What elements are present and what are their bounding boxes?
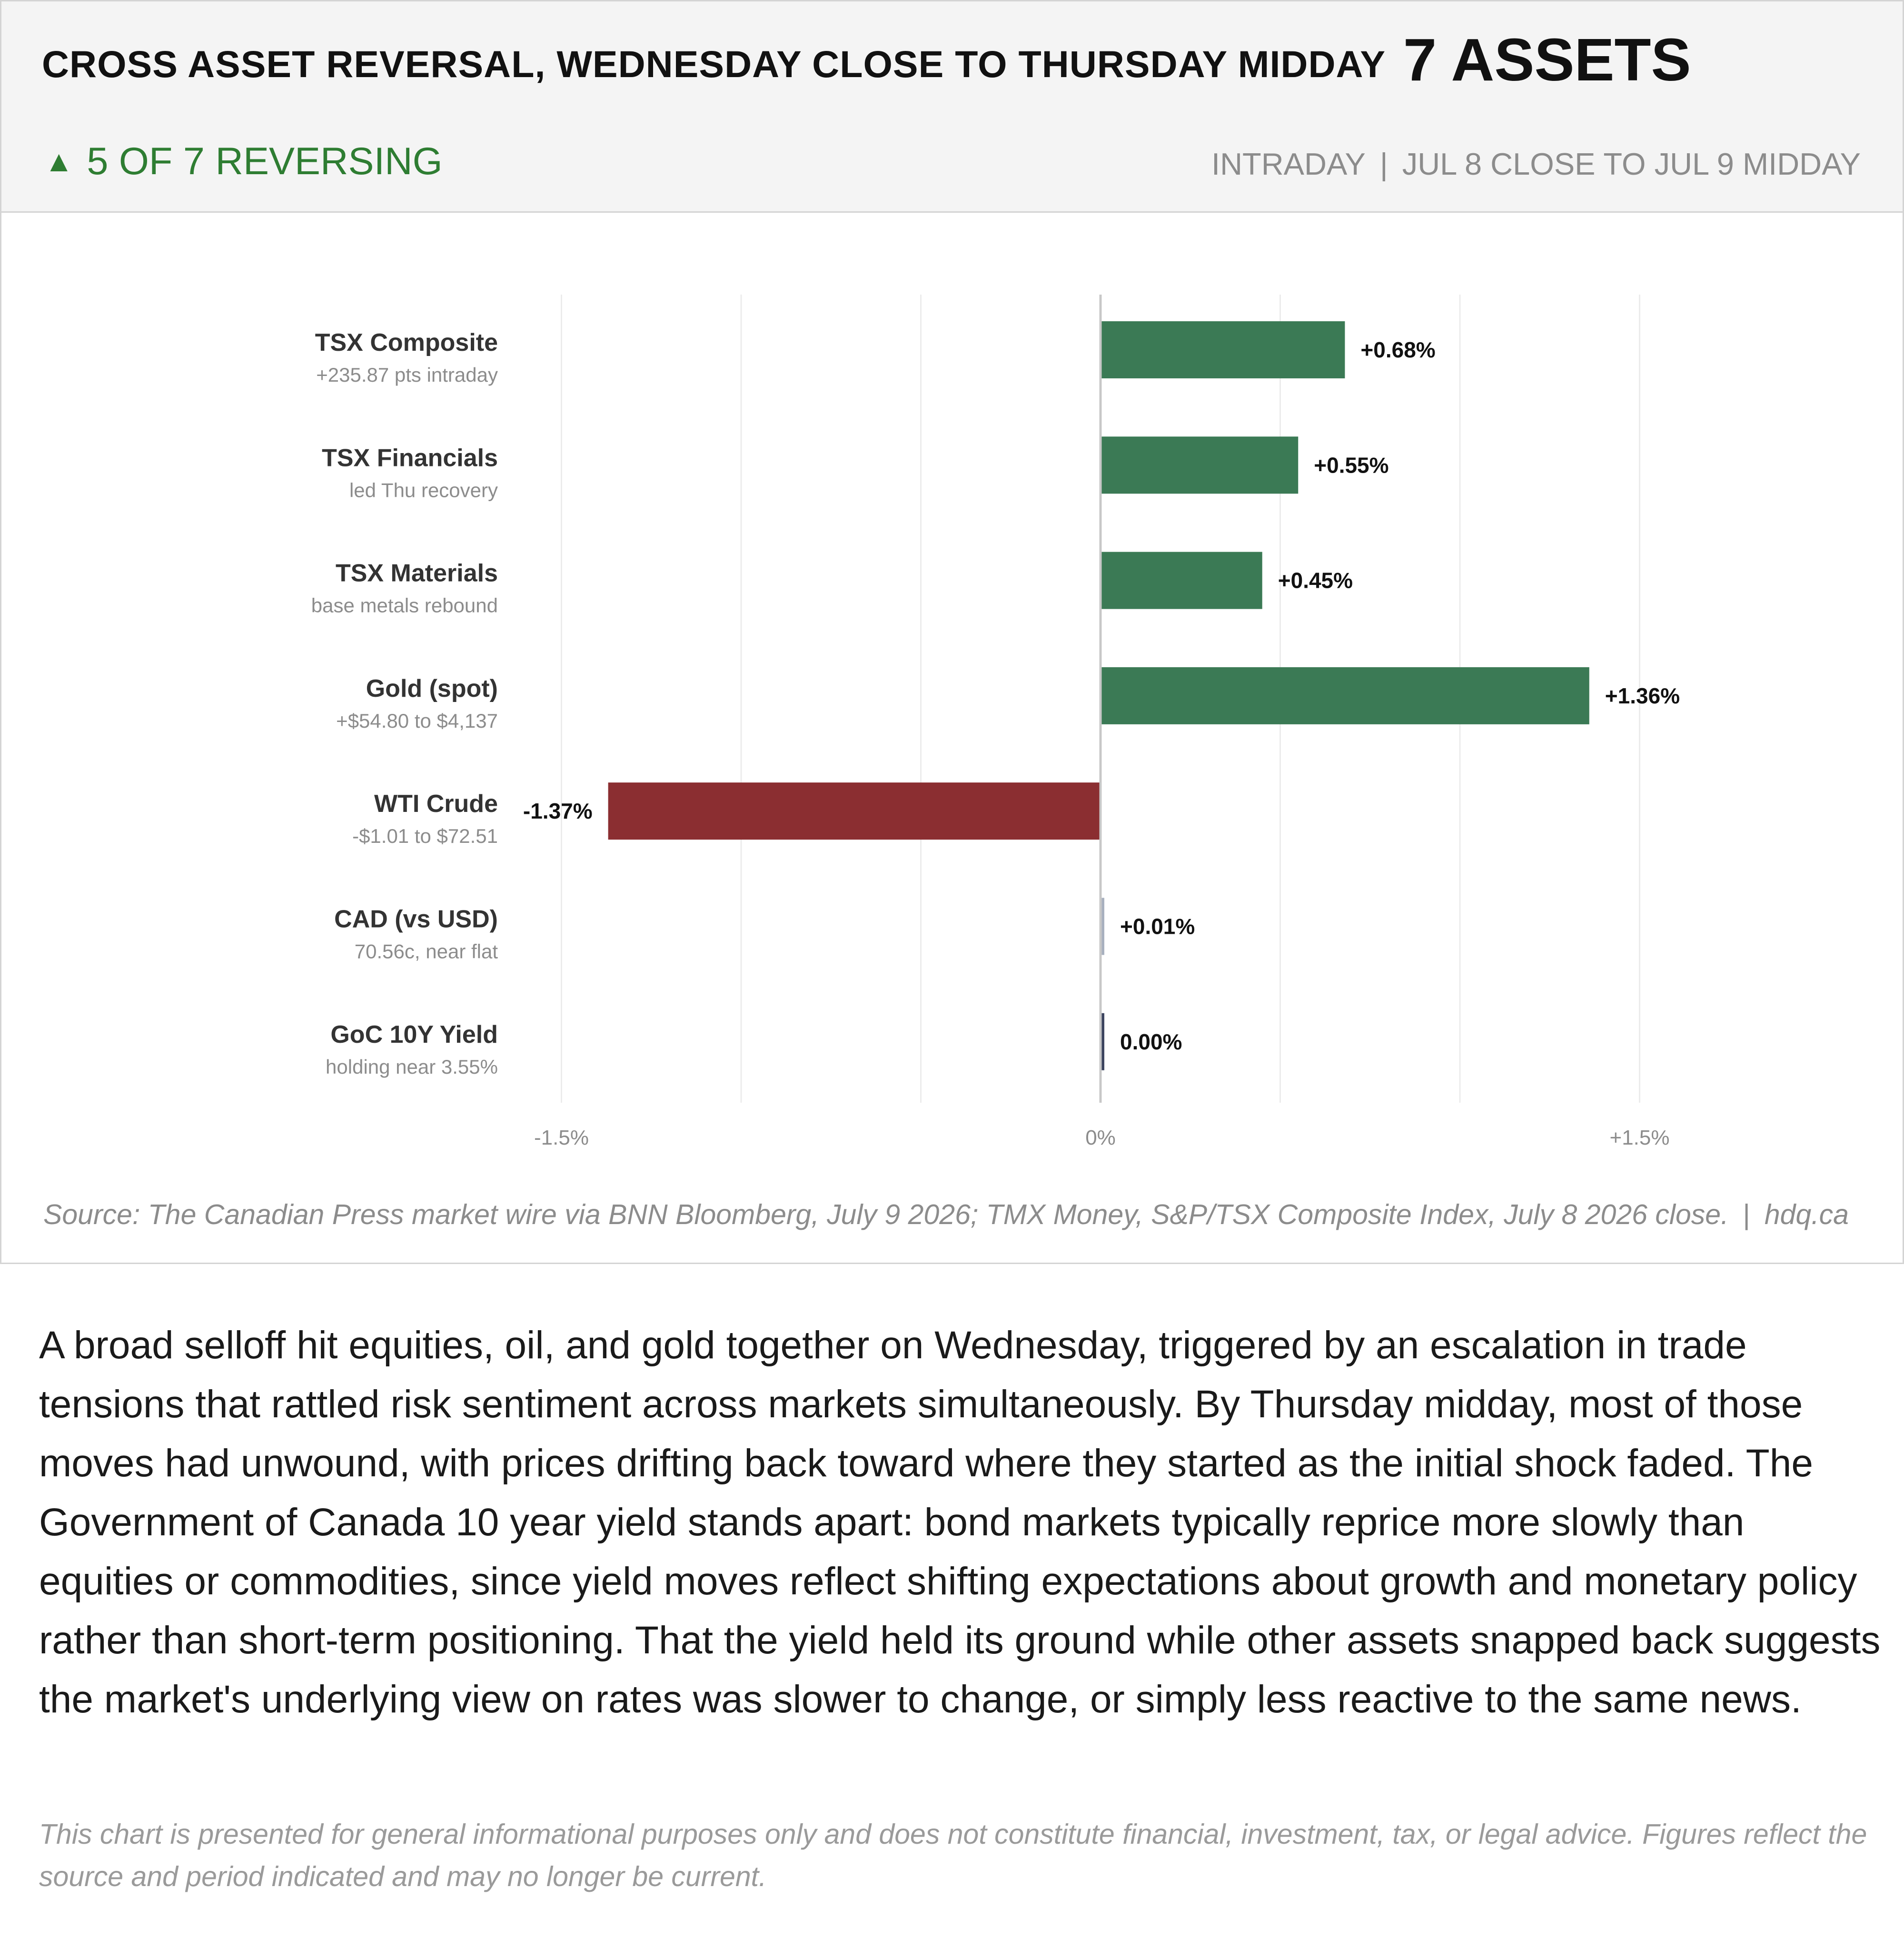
category-sublabel: 70.56c, near flat	[354, 940, 498, 963]
period-label	[1211, 146, 1861, 182]
bar-value-label: +0.45%	[1278, 568, 1353, 593]
category-label: TSX Financials	[322, 444, 498, 472]
bar-value-label: +0.01%	[1120, 914, 1195, 939]
x-tick-label: 0%	[1085, 1126, 1116, 1149]
reversing-text: 5 OF 7 REVERSING	[87, 140, 443, 183]
category-label: TSX Materials	[335, 559, 498, 587]
source-site: hdq.ca	[1764, 1199, 1849, 1230]
x-tick-label: -1.5%	[534, 1126, 589, 1149]
commentary-paragraph: A broad selloff hit equities, oil, and gold together on Wednesday, triggered by an escalation in trade tensions that rattled risk sentiment across markets simultaneously. By Thursday midday, most of those moves had unwound, with prices drifting back toward where they started as the initial shock faded. The Government of Canada 10 year yield stands apart: bond markets typically reprice more slowly than equities or commodities, since yield moves reflect shifting expectations about growth and monetary policy rather than short-term positioning. That the yield held its ground while other assets snapped back suggests the market's underlying view on rates was slower to change, or simply less reactive to the same news.	[39, 1324, 1881, 1721]
x-tick-label: +1.5%	[1609, 1126, 1670, 1149]
source-separator: |	[1743, 1199, 1750, 1230]
bar	[608, 782, 1101, 840]
period-type: INTRADAY	[1211, 147, 1366, 181]
asset-count: 7 ASSETS	[1403, 26, 1691, 93]
category-label: GoC 10Y Yield	[330, 1020, 498, 1048]
period-separator: |	[1379, 147, 1388, 181]
bar	[1101, 321, 1345, 378]
category-label: Gold (spot)	[366, 674, 498, 702]
category-sublabel: +$54.80 to $4,137	[336, 709, 498, 732]
category-label: TSX Composite	[315, 329, 498, 356]
source-text: Source: The Canadian Press market wire via BNN Bloomberg, July 9 2026; TMX Money, S&P/TSX Composite Index, July 8 2026 close.	[43, 1199, 1729, 1230]
source-note	[43, 1198, 1849, 1231]
disclaimer: This chart is presented for general informational purposes only and does not constitute financial, investment, tax, or legal advice. Figures reflect the source and period indicated and may no longer be current.	[39, 1819, 1867, 1892]
category-sublabel: +235.87 pts intraday	[316, 364, 498, 386]
category-sublabel: holding near 3.55%	[326, 1055, 498, 1078]
bar-value-label: +0.55%	[1314, 453, 1389, 478]
bar-value-label: +0.68%	[1360, 337, 1436, 362]
category-sublabel: led Thu recovery	[349, 479, 498, 502]
bar-value-label: 0.00%	[1120, 1029, 1182, 1054]
category-sublabel: base metals rebound	[311, 594, 498, 617]
up-arrow-icon: ▲	[44, 145, 74, 178]
bar	[1101, 552, 1262, 609]
chart-header	[1, 1, 1903, 213]
bar	[1101, 436, 1298, 494]
bar-chart	[1, 213, 1903, 1188]
category-label: CAD (vs USD)	[334, 905, 498, 933]
period-range: JUL 8 CLOSE TO JUL 9 MIDDAY	[1402, 147, 1861, 181]
reversing-summary	[44, 139, 443, 184]
chart-title: CROSS ASSET REVERSAL, WEDNESDAY CLOSE TO THURSDAY MIDDAY	[42, 43, 1386, 85]
bar-value-label: +1.36%	[1605, 683, 1680, 708]
bar	[1101, 667, 1589, 724]
category-label: WTI Crude	[374, 790, 498, 818]
bar-value-label: -1.37%	[523, 799, 593, 824]
category-sublabel: -$1.01 to $72.51	[352, 825, 498, 848]
